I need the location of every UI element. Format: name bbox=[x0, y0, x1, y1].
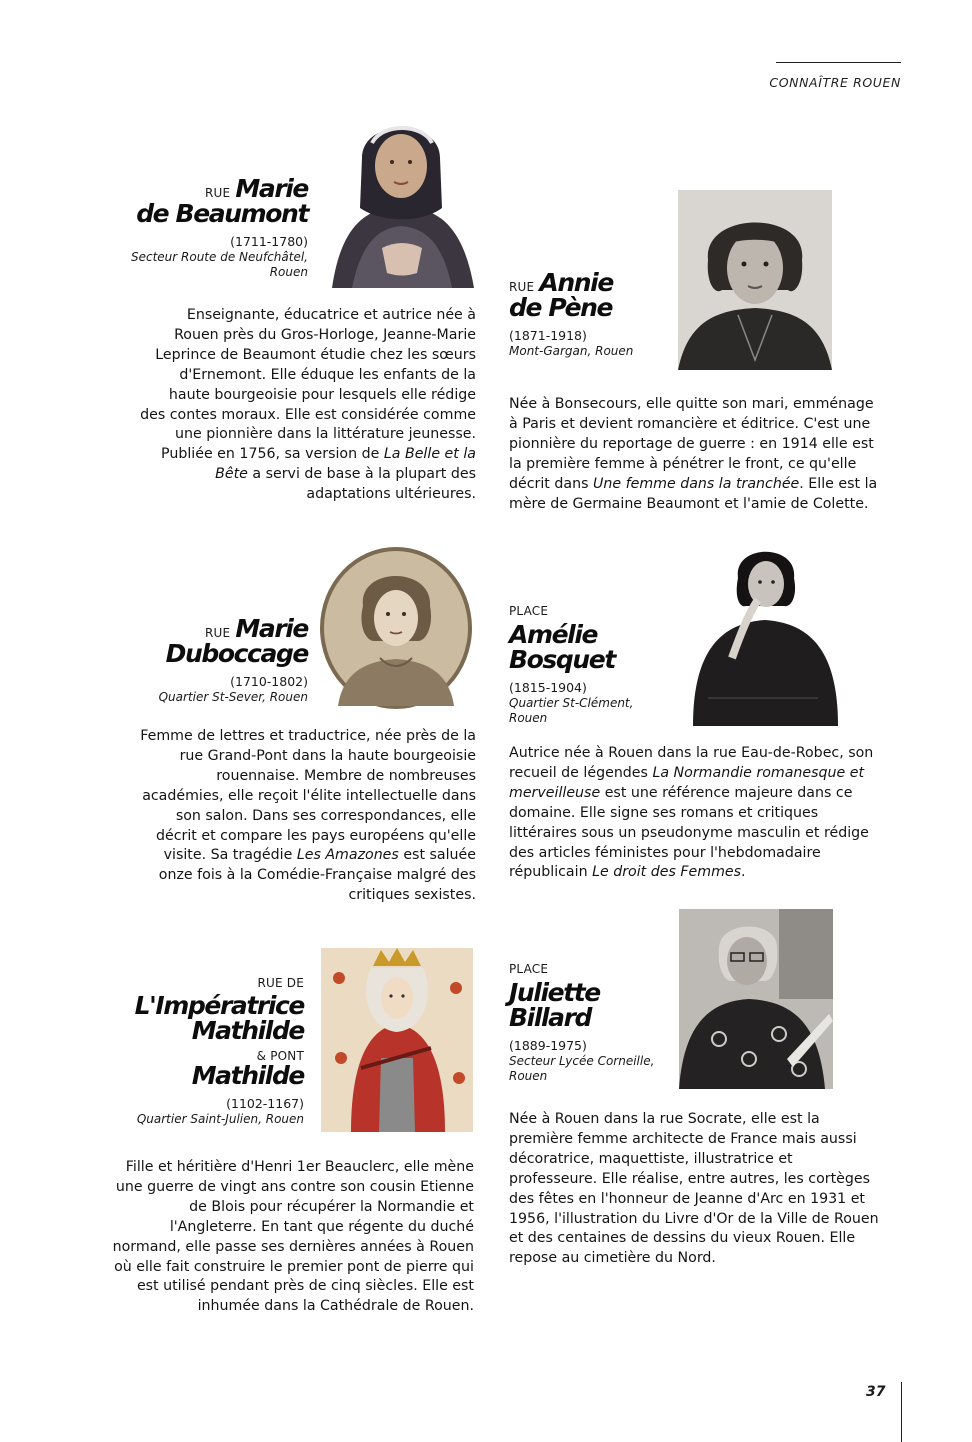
portrait-amelie-bosquet bbox=[688, 538, 842, 726]
name-line-2: de Pène bbox=[509, 293, 613, 322]
life-dates: (1815-1904) bbox=[509, 680, 587, 695]
street-location: Secteur Lycée Corneille, Rouen bbox=[509, 1054, 655, 1083]
work-title: La Normandie romanesque et merveilleuse bbox=[509, 764, 865, 801]
bio-imperatrice-mathilde bbox=[110, 1158, 474, 1317]
portrait-annie-de-pene bbox=[678, 190, 832, 370]
entry-title-beaumont bbox=[100, 176, 308, 280]
street-prefix: RUE bbox=[204, 626, 231, 640]
name-line-2: Billard bbox=[509, 1003, 592, 1032]
street-location: Mont-Gargan, Rouen bbox=[509, 344, 634, 358]
bio-text: Enseignante, éducatrice et autrice née à Rouen près du Gros-Horloge, Jeanne-Marie Leprince de Beaumont étudie chez les sœurs d'Ernemont. Elle éduque les enfants de la haute bourgeoisie pour lesquels elle rédige des contes moraux. Elle est considérée comme une pionnière dans la littérature jeunesse. Publiée en 1756, sa version de bbox=[140, 307, 476, 463]
street-location: Quartier St-Sever, Rouen bbox=[158, 690, 308, 704]
name-line-1: Annie bbox=[539, 268, 613, 297]
name-line-1: Marie bbox=[235, 614, 308, 643]
bio-marie-de-beaumont bbox=[140, 306, 476, 505]
entry-title-imperatrice-mathilde bbox=[90, 976, 304, 1127]
name-line-3: Mathilde bbox=[191, 1061, 304, 1090]
name-line-1: Juliette bbox=[509, 978, 600, 1007]
street-location: Quartier Saint-Julien, Rouen bbox=[136, 1112, 304, 1126]
portrait-juliette-billard bbox=[679, 909, 833, 1089]
bio-annie-de-pene bbox=[509, 395, 879, 514]
entry-title-juliette-billard bbox=[509, 962, 679, 1084]
entry-title-amelie-bosquet bbox=[509, 604, 679, 726]
bio-amelie-bosquet bbox=[509, 744, 879, 883]
bridge-prefix: & PONT bbox=[256, 1049, 304, 1063]
street-prefix: RUE bbox=[204, 186, 231, 200]
section-title: CONNAÎTRE ROUEN bbox=[769, 75, 901, 90]
life-dates: (1710-1802) bbox=[230, 674, 308, 689]
work-title: Les Amazones bbox=[296, 847, 399, 864]
bio-text: Autrice née à Rouen dans la rue Eau-de-Robec, son recueil de légendes bbox=[509, 745, 874, 781]
work-title: La Belle et la Bête bbox=[215, 446, 476, 483]
life-dates: (1711-1780) bbox=[230, 234, 308, 249]
street-location: Secteur Route de Neufchâtel, Rouen bbox=[130, 250, 308, 279]
life-dates: (1871-1918) bbox=[509, 328, 587, 343]
name-line-1: Marie bbox=[235, 174, 308, 203]
street-prefix: PLACE bbox=[509, 604, 549, 618]
bio-text: Née à Bonsecours, elle quitte son mari, emménage à Paris et devient romancière et éditrice. C'est une pionnière du reportage de guerre : en 1914 elle est la première femme à pénétrer le front, ce qu'elle décrit dans bbox=[509, 396, 874, 492]
life-dates: (1102-1167) bbox=[226, 1096, 304, 1111]
bio-text: est une référence majeure dans ce domaine. Elle signe ses romans et critiques littéraires sous un pseudonyme masculin et rédige des articles féministes pour l'hebdomadaire républicain bbox=[509, 784, 869, 881]
street-prefix: RUE DE bbox=[257, 976, 304, 990]
street-prefix: PLACE bbox=[509, 962, 549, 976]
name-line-1: L'Impératrice bbox=[134, 991, 304, 1020]
bio-text: . Elle est la mère de Germaine Beaumont et l'amie de Colette. bbox=[509, 475, 878, 512]
portrait-imperatrice-mathilde bbox=[321, 948, 473, 1132]
bio-text: . bbox=[741, 864, 746, 881]
name-line-2: Bosquet bbox=[509, 645, 615, 674]
work-title: Une femme dans la tranchée bbox=[592, 475, 800, 492]
name-line-2: Duboccage bbox=[165, 639, 308, 668]
name-line-2: Mathilde bbox=[191, 1016, 304, 1045]
page-number-rule bbox=[901, 1382, 902, 1442]
bio-text: Femme de lettres et traductrice, née près de la rue Grand-Pont dans la haute bourgeoisie rouennaise. Membre de nombreuses académies, elle reçoit l'élite intellectuelle dans son salon. Dans ses correspondances, elle décrit et compare les pays européens qu'elle visite. Sa tragédie bbox=[140, 728, 476, 864]
work-title: Le droit des Femmes bbox=[592, 864, 742, 881]
portrait-marie-de-beaumont bbox=[322, 98, 480, 288]
name-line-2: de Beaumont bbox=[136, 199, 308, 228]
street-prefix: RUE bbox=[509, 280, 535, 294]
entry-title-annie-de-pene bbox=[509, 270, 669, 359]
portrait-marie-duboccage bbox=[318, 546, 474, 710]
street-location: Quartier St-Clément, Rouen bbox=[509, 696, 634, 725]
life-dates: (1889-1975) bbox=[509, 1038, 587, 1053]
page-number: 37 bbox=[866, 1384, 886, 1400]
bio-text: Fille et héritière d'Henri 1er Beauclerc, elle mène une guerre de vingt ans contre son cousin Etienne de Blois pour récupérer la Normandie et l'Angleterre. En tant que régente du duché normand, elle passe ses dernières années à Rouen où elle fait construire le premier pont de pierre qui est utilisé pendant près de cinq siècles. Elle est inhumée dans la Cathédrale de Rouen. bbox=[112, 1159, 474, 1315]
header-rule bbox=[776, 62, 901, 63]
bio-text: est saluée onze fois à la Comédie-Française malgré des critiques sexistes. bbox=[158, 847, 476, 904]
name-line-1: Amélie bbox=[509, 620, 598, 649]
entry-title-marie-duboccage bbox=[110, 616, 308, 705]
bio-text: a servi de base à la plupart des adaptations ultérieures. bbox=[247, 466, 476, 503]
bio-juliette-billard bbox=[509, 1110, 881, 1269]
bio-text: Née à Rouen dans la rue Socrate, elle est la première femme architecte de France mais aussi décoratrice, maquettiste, illustratrice et professeure. Elle réalise, entre autres, les cortèges des fêtes en l'honneur de Jeanne d'Arc en 1931 et 1956, l'illustration du Livre d'Or de la Ville de Rouen et des centaines de dessins du vieux Rouen. Elle repose au cimetière du Nord. bbox=[509, 1111, 879, 1267]
bio-marie-duboccage bbox=[140, 727, 476, 906]
